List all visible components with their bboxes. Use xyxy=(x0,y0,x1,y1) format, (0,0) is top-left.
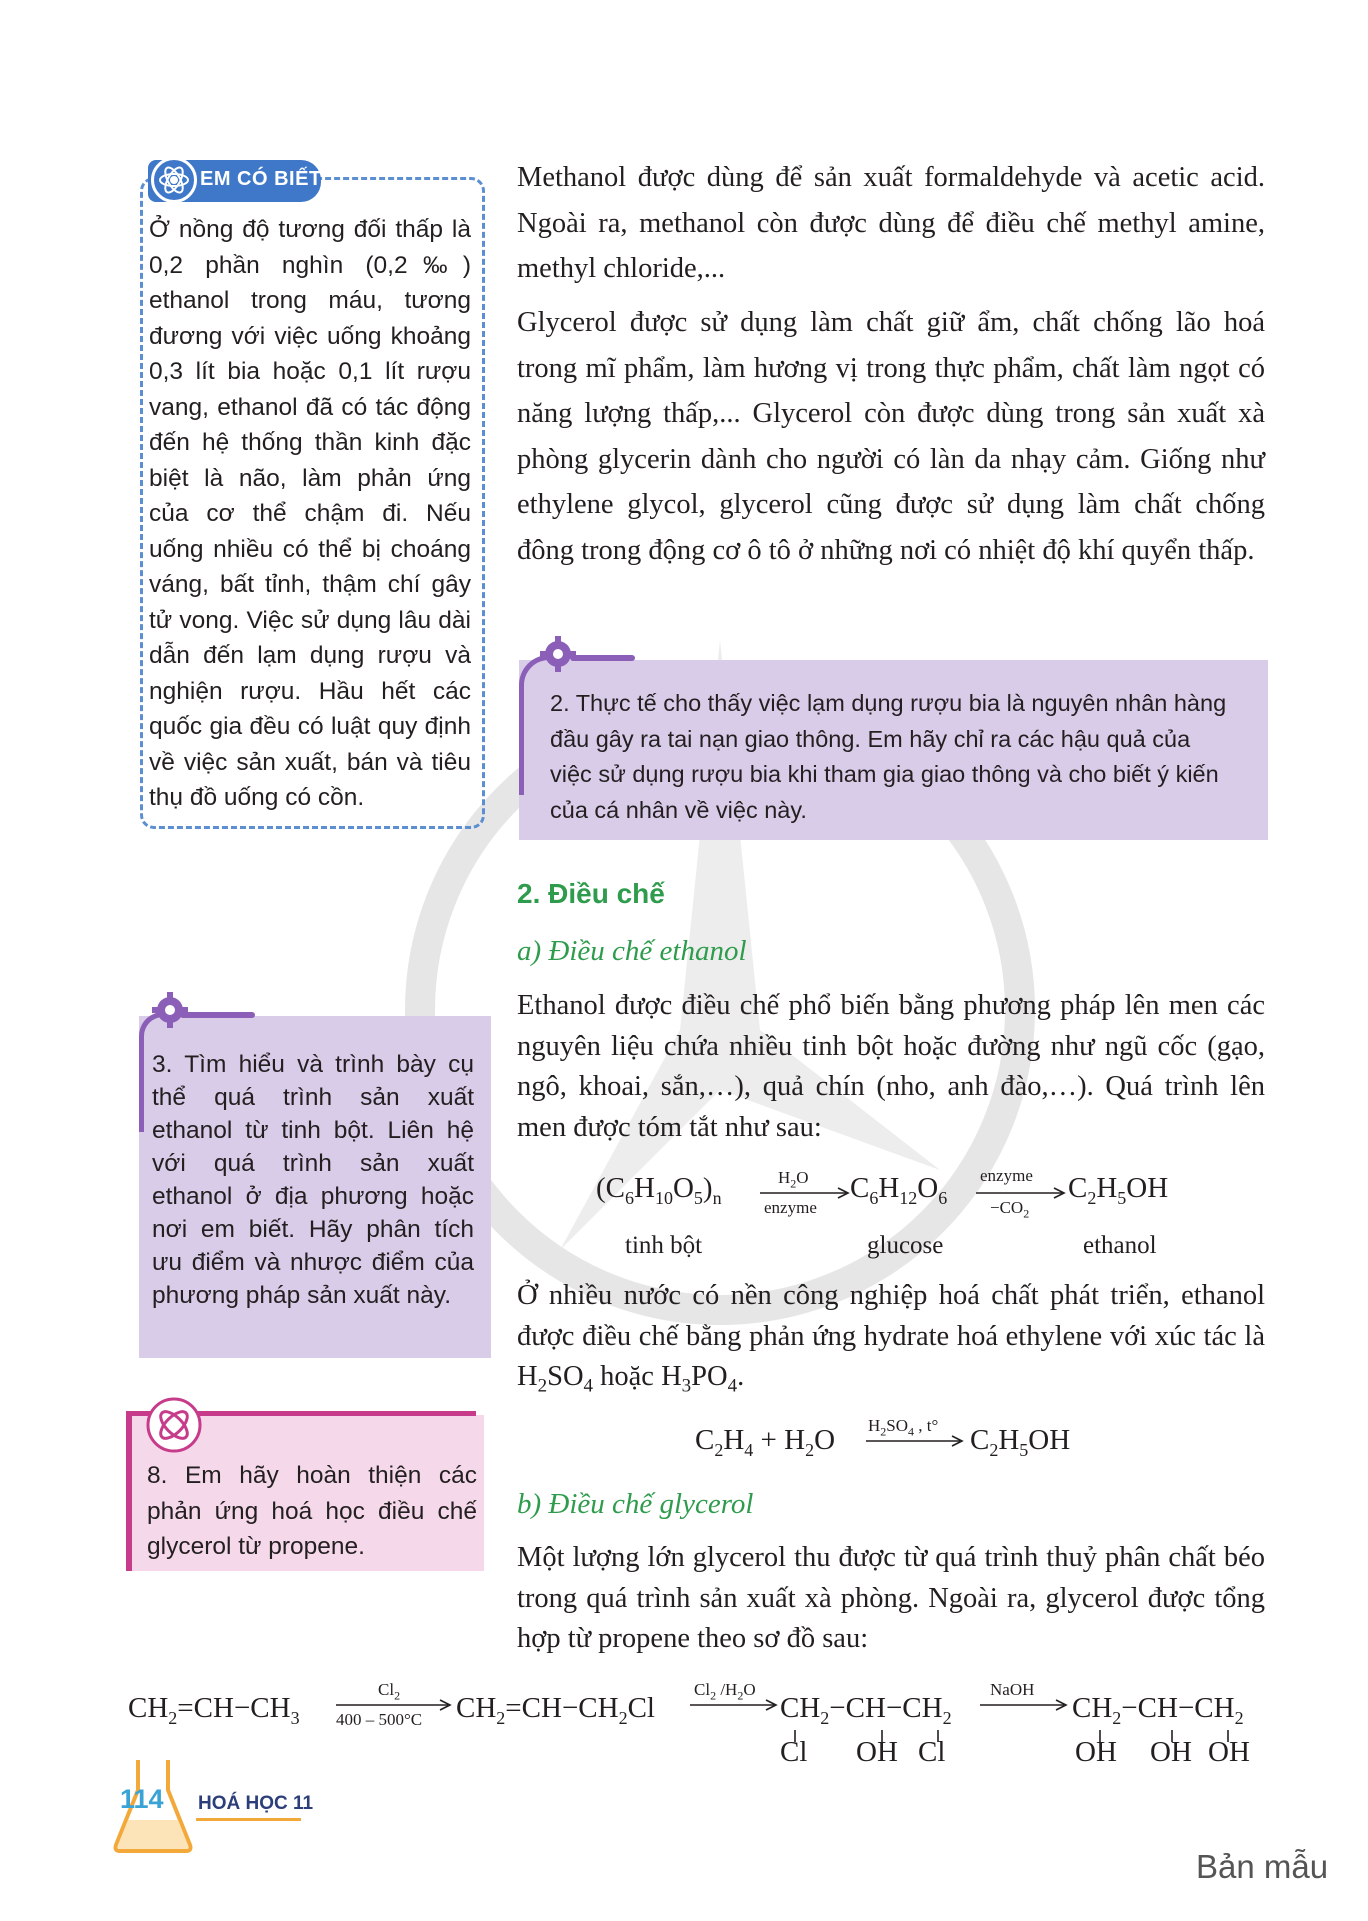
eq-label-ethanol: ethanol xyxy=(1083,1232,1157,1259)
eq-starch: $(C_6H_{10}O_5)_n$ xyxy=(596,1172,722,1208)
question-8-text: 8. Em hãy hoàn thiện các phản ứng hoá học điều chế glycerol từ propene. xyxy=(147,1462,477,1560)
paragraph-methanol-uses: Methanol được dùng để sản xuất formaldehyde và acetic acid. Ngoài ra, methanol còn được dùng để điều chế methyl amine, methyl chloride,... xyxy=(517,162,1265,284)
eq-glycerol-sub-2: OH xyxy=(1150,1736,1192,1768)
section-heading: 2. Điều chế xyxy=(517,878,665,909)
subheading-ethanol: a) Điều chế ethanol xyxy=(517,935,747,967)
eq-arrow1-top: $H_2O$ xyxy=(778,1168,809,1191)
molecule-icon xyxy=(144,1395,204,1455)
eq-dichlorohydrin-sub-2: OH xyxy=(856,1736,898,1768)
did-you-know-label: EM CÓ BIẾT xyxy=(200,168,322,190)
question-8-leftbar xyxy=(126,1411,132,1571)
eq-arrow2-top: enzyme xyxy=(980,1166,1033,1185)
sub-3: 3 xyxy=(681,1375,692,1397)
did-you-know-text: Ở nồng độ tương đối thấp là 0,2 phần nghìn (0,2‰) ethanol trong máu, tương đương với việc uống khoảng 0,3 lít bia hoặc 0,1 lít rượu vang, ethanol đã có tác động đến hệ thống thần kinh đặc biệt là não, làm phản ứng của cơ thể chậm đi. Nếu uống nhiều có thể bị choáng váng, bất tỉnh, thậm chí gây tử vong. Việc sử dụng lâu dài dẫn đến lạm dụng rượu và nghiện rượu. Hầu hết các quốc gia đều có luật quy định về việc sản xuất, bán và tiêu thụ đồ uống có cồn. xyxy=(149,216,471,811)
eq-hydration-lhs: $C_2H_4 + H_2O$ xyxy=(695,1424,836,1460)
gear-icon xyxy=(538,634,578,674)
eq-dichlorohydrin-sub-3: Cl xyxy=(918,1736,946,1768)
question-2-text: 2. Thực tế cho thấy việc lạm dụng rượu bia là nguyên nhân hàng đầu gây ra tai nạn giao thông. Em hãy chỉ ra các hậu quả của việc sử dụng rượu bia khi tham gia giao thông và cho biết ý kiến của cá nhân về việc này. xyxy=(550,690,1227,823)
eq-label-glucose: glucose xyxy=(867,1232,944,1259)
eq-step3-arrow-icon xyxy=(980,1698,1070,1712)
sub-4b: 4 xyxy=(727,1375,738,1397)
eq-glucose-formula: $C_6H_{12}O_6$ xyxy=(850,1172,948,1208)
footer-underline xyxy=(196,1818,301,1821)
question-3-text: 3. Tìm hiểu và trình bày cụ thể quá trình sản xuất ethanol từ tinh bột. Liên hệ với quá trình sản xuất ethanol ở địa phương hoặc nơi em biết. Hãy phân tích ưu điểm và nhược điểm của phương pháp sản xuất này. xyxy=(152,1051,474,1309)
eq-arrow1-bottom: enzyme xyxy=(764,1198,817,1217)
subheading-glycerol: b) Điều chế glycerol xyxy=(517,1488,754,1520)
eq-propene: $CH_2=CH-CH_3$ xyxy=(128,1692,300,1728)
question-2-topline xyxy=(570,655,635,661)
paragraph-glycerol-synthesis: Một lượng lớn glycerol thu được từ quá trình thuỷ phân chất béo trong quá trình sản xuất xà phòng. Ngoài ra, glycerol được tổng hợp từ propene theo sơ đồ sau: xyxy=(517,1542,1265,1654)
gear-icon xyxy=(150,990,190,1030)
eq-label-starch: tinh bột xyxy=(625,1232,703,1259)
book-title: HOÁ HỌC 11 xyxy=(198,1793,314,1814)
eq-step3-reagent: NaOH xyxy=(990,1680,1035,1699)
eq-ethanol-formula: $C_2H_5OH$ xyxy=(1068,1172,1169,1208)
eq-allyl-chloride: $CH_2=CH-CH_2Cl$ xyxy=(456,1692,655,1728)
page-number: 114 xyxy=(120,1784,164,1814)
paragraph-glycerol-uses: Glycerol được sử dụng làm chất giữ ẩm, chất chống lão hoá trong mĩ phẩm, làm hương vị trong thực phẩm, chất làm ngọt có năng lượng thấp,... Glycerol còn được dùng trong sản xuất xà phòng glycerin dành cho người có làn da nhạy cảm. Giống như ethylene glycol, glycerol cũng được sử dụng làm chất chống đông trong động cơ ô tô ở những nơi có nhiệt độ khí quyển thấp. xyxy=(517,307,1265,566)
eq-hydration-rhs: $C_2H_5OH$ xyxy=(970,1424,1071,1460)
sub-4: 4 xyxy=(583,1375,594,1397)
question-3-topline xyxy=(180,1012,255,1018)
eq-dichlorohydrin: $CH_2-CH-CH_2$ xyxy=(780,1692,952,1728)
eq-step1-condition: 400 – 500°C xyxy=(336,1710,423,1729)
eq-dichlorohydrin-sub-1: Cl xyxy=(780,1736,808,1768)
eq-step2-reagent: $Cl_2$ $/H_2O$ xyxy=(694,1680,756,1703)
eq-arrow2-bottom: $-CO_2$ xyxy=(990,1198,1030,1221)
eq-glycerol: $CH_2-CH-CH_2$ xyxy=(1072,1692,1244,1728)
eq-hydration-catalyst: $H_2SO_4$ , t° xyxy=(868,1416,939,1439)
sample-stamp: Bản mẫu xyxy=(1196,1848,1329,1885)
paragraph-ethanol-fermentation: Ethanol được điều chế phổ biến bằng phương pháp lên men các nguyên liệu chứa nhiều tinh bột hoặc đường như ngũ cốc (gạo, ngô, khoai, sắn,…), quả chín (nho, anh đào,…). Quá trình lên men được tóm tắt như sau: xyxy=(517,990,1265,1143)
eq-step2-arrow-icon xyxy=(690,1698,780,1712)
paragraph-ethanol-hydration: Ở nhiều nước có nền công nghiệp hoá chất phát triển, ethanol được điều chế bằng phản ứng hydrate hoá ethylene với xúc tác là $H_2SO_4$ hoặc $H_3PO_4$. xyxy=(517,1280,1265,1397)
atom-icon xyxy=(151,157,197,203)
eq-glycerol-sub-3: OH xyxy=(1208,1736,1250,1768)
eq-step1-reagent: $Cl_2$ xyxy=(378,1680,401,1703)
eq-glycerol-sub-1: OH xyxy=(1075,1736,1117,1768)
sub-2: 2 xyxy=(537,1375,548,1397)
eq-hydration-arrow-icon xyxy=(866,1434,966,1448)
